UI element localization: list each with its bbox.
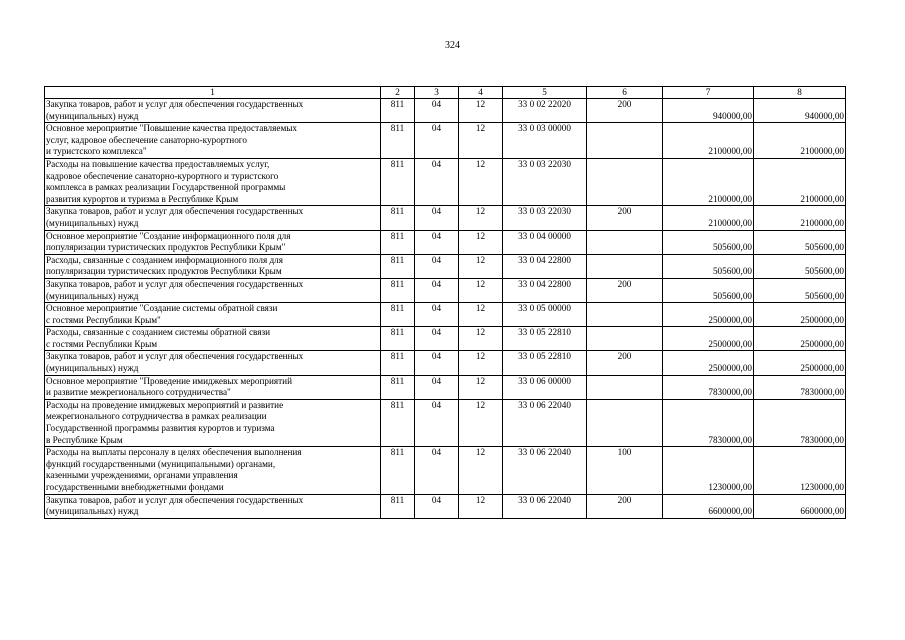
expense-type-cell: 200 <box>587 206 663 230</box>
amount-cell: 505600,00 <box>754 278 846 302</box>
code-cell: 811 <box>381 278 415 302</box>
subsection-cell: 12 <box>459 230 503 254</box>
item-name-line: (муниципальных) нужд <box>46 506 139 517</box>
item-name-line: Расходы на проведение имиджевых мероприятий и развитие <box>46 399 284 410</box>
amount-cell: 505600,00 <box>663 278 754 302</box>
item-name-line: Закупка товаров, работ и услуг для обеспечения государственных <box>46 351 304 362</box>
subsection-cell: 12 <box>459 99 503 123</box>
item-name-cell <box>45 351 381 375</box>
subsection-cell: 12 <box>459 158 503 205</box>
subsection-cell: 12 <box>459 494 503 518</box>
section-cell: 04 <box>415 230 459 254</box>
table-row <box>45 206 846 230</box>
header-cell-1: 1 <box>45 87 381 99</box>
item-name-line: межрегионального сотрудничества в рамках реализации <box>46 411 267 422</box>
amount-cell: 2100000,00 <box>754 158 846 205</box>
code-cell: 811 <box>381 254 415 278</box>
target-article-cell: 33 0 02 22020 <box>503 99 587 123</box>
item-name-cell <box>45 254 381 278</box>
amount-cell: 505600,00 <box>754 230 846 254</box>
expense-type-cell: 200 <box>587 278 663 302</box>
item-name-line: Закупка товаров, работ и услуг для обеспечения государственных <box>46 278 304 289</box>
amount-cell: 6600000,00 <box>754 494 846 518</box>
code-cell: 811 <box>381 206 415 230</box>
item-name-line: комплекса в рамках реализации Государственной программы <box>46 182 286 193</box>
target-article-cell: 33 0 04 22800 <box>503 278 587 302</box>
header-cell-7: 7 <box>663 87 754 99</box>
amount-cell: 2100000,00 <box>754 206 846 230</box>
amount-cell: 2500000,00 <box>754 351 846 375</box>
amount-cell: 2500000,00 <box>754 327 846 351</box>
section-cell: 04 <box>415 399 459 446</box>
amount-cell: 505600,00 <box>754 254 846 278</box>
item-name-line: функций государственными (муниципальными) органами, <box>46 458 276 469</box>
expense-type-cell: 200 <box>587 494 663 518</box>
item-name-cell <box>45 230 381 254</box>
amount-cell: 7830000,00 <box>663 375 754 399</box>
target-article-cell: 33 0 05 00000 <box>503 303 587 327</box>
amount-cell: 1230000,00 <box>663 447 754 494</box>
table-body <box>45 99 846 519</box>
item-name-cell <box>45 158 381 205</box>
item-name-line: кадровое обеспечение санаторно-курортного и туристского <box>46 170 279 181</box>
amount-cell: 2100000,00 <box>663 206 754 230</box>
item-name-line: Основное мероприятие "Повышение качества предоставляемых <box>46 123 298 134</box>
section-cell: 04 <box>415 278 459 302</box>
item-name-line: Расходы, связанные с созданием информационного поля для <box>46 254 283 265</box>
item-name-line: Основное мероприятие "Проведение имиджевых мероприятий <box>46 375 292 386</box>
expense-type-cell <box>587 123 663 159</box>
section-cell: 04 <box>415 158 459 205</box>
expense-type-cell <box>587 327 663 351</box>
code-cell: 811 <box>381 158 415 205</box>
header-cell-6: 6 <box>587 87 663 99</box>
item-name-cell <box>45 399 381 446</box>
item-name-line: Расходы на выплаты персоналу в целях обеспечения выполнения <box>46 447 302 458</box>
section-cell: 04 <box>415 206 459 230</box>
section-cell: 04 <box>415 327 459 351</box>
section-cell: 04 <box>415 375 459 399</box>
table-row <box>45 230 846 254</box>
subsection-cell: 12 <box>459 327 503 351</box>
item-name-line: (муниципальных) нужд <box>46 290 139 301</box>
code-cell: 811 <box>381 351 415 375</box>
target-article-cell: 33 0 03 00000 <box>503 123 587 159</box>
target-article-cell: 33 0 03 22030 <box>503 206 587 230</box>
item-name-line: (муниципальных) нужд <box>46 110 139 121</box>
code-cell: 811 <box>381 375 415 399</box>
item-name-line: Расходы, связанные с созданием системы обратной связи <box>46 327 271 338</box>
section-cell: 04 <box>415 447 459 494</box>
item-name-line: Государственной программы развития курортов и туризма <box>46 423 275 434</box>
item-name-cell <box>45 447 381 494</box>
item-name-line: и туристского комплекса" <box>46 146 147 157</box>
amount-cell: 2500000,00 <box>663 303 754 327</box>
subsection-cell: 12 <box>459 375 503 399</box>
expense-type-cell <box>587 254 663 278</box>
code-cell: 811 <box>381 399 415 446</box>
table-row <box>45 399 846 446</box>
item-name-line: в Республике Крым <box>46 434 123 445</box>
item-name-line: Расходы на повышение качества предоставляемых услуг, <box>46 158 270 169</box>
section-cell: 04 <box>415 494 459 518</box>
subsection-cell: 12 <box>459 447 503 494</box>
item-name-line: с гостями Республики Крым" <box>46 314 161 325</box>
amount-cell: 940000,00 <box>754 99 846 123</box>
target-article-cell: 33 0 06 22040 <box>503 399 587 446</box>
amount-cell: 7830000,00 <box>754 375 846 399</box>
amount-cell: 2500000,00 <box>754 303 846 327</box>
table-row <box>45 303 846 327</box>
section-cell: 04 <box>415 123 459 159</box>
expense-type-cell <box>587 375 663 399</box>
table-row <box>45 494 846 518</box>
item-name-cell <box>45 278 381 302</box>
subsection-cell: 12 <box>459 254 503 278</box>
header-cell-4: 4 <box>459 87 503 99</box>
amount-cell: 505600,00 <box>663 254 754 278</box>
item-name-line: Закупка товаров, работ и услуг для обеспечения государственных <box>46 206 304 217</box>
item-name-line: с гостями Республики Крым <box>46 338 158 349</box>
code-cell: 811 <box>381 447 415 494</box>
subsection-cell: 12 <box>459 351 503 375</box>
table-row <box>45 158 846 205</box>
header-cell-5: 5 <box>503 87 587 99</box>
code-cell: 811 <box>381 303 415 327</box>
target-article-cell: 33 0 04 22800 <box>503 254 587 278</box>
amount-cell: 940000,00 <box>663 99 754 123</box>
subsection-cell: 12 <box>459 206 503 230</box>
section-cell: 04 <box>415 99 459 123</box>
section-cell: 04 <box>415 254 459 278</box>
item-name-cell <box>45 375 381 399</box>
code-cell: 811 <box>381 327 415 351</box>
expense-type-cell <box>587 303 663 327</box>
expense-type-cell: 200 <box>587 351 663 375</box>
table-row <box>45 254 846 278</box>
header-cell-3: 3 <box>415 87 459 99</box>
table-row <box>45 447 846 494</box>
expense-type-cell <box>587 230 663 254</box>
amount-cell: 2500000,00 <box>663 327 754 351</box>
page-number: 324 <box>445 40 460 51</box>
code-cell: 811 <box>381 123 415 159</box>
item-name-line: и развитие межрегионального сотрудничества" <box>46 387 231 398</box>
table-row <box>45 375 846 399</box>
item-name-cell <box>45 123 381 159</box>
item-name-line: услуг, кадровое обеспечение санаторно-курортного <box>46 134 247 145</box>
code-cell: 811 <box>381 230 415 254</box>
item-name-line: Закупка товаров, работ и услуг для обеспечения государственных <box>46 494 304 505</box>
expense-type-cell: 100 <box>587 447 663 494</box>
subsection-cell: 12 <box>459 278 503 302</box>
expense-type-cell <box>587 399 663 446</box>
item-name-cell <box>45 303 381 327</box>
amount-cell: 2100000,00 <box>663 158 754 205</box>
target-article-cell: 33 0 05 22810 <box>503 327 587 351</box>
budget-table <box>44 86 846 519</box>
header-cell-2: 2 <box>381 87 415 99</box>
code-cell: 811 <box>381 494 415 518</box>
subsection-cell: 12 <box>459 303 503 327</box>
section-cell: 04 <box>415 303 459 327</box>
item-name-cell <box>45 327 381 351</box>
amount-cell: 1230000,00 <box>754 447 846 494</box>
amount-cell: 2100000,00 <box>663 123 754 159</box>
item-name-line: Закупка товаров, работ и услуг для обеспечения государственных <box>46 99 304 109</box>
code-cell: 811 <box>381 99 415 123</box>
item-name-line: (муниципальных) нужд <box>46 217 139 228</box>
expense-type-cell <box>587 158 663 205</box>
amount-cell: 7830000,00 <box>754 399 846 446</box>
item-name-cell <box>45 99 381 123</box>
item-name-cell <box>45 206 381 230</box>
header-cell-8: 8 <box>754 87 846 99</box>
amount-cell: 2100000,00 <box>754 123 846 159</box>
item-name-line: казенными учреждениями, органами управления <box>46 470 238 481</box>
item-name-cell <box>45 494 381 518</box>
section-cell: 04 <box>415 351 459 375</box>
amount-cell: 505600,00 <box>663 230 754 254</box>
item-name-line: популяризации туристических продуктов Республики Крым" <box>46 242 286 253</box>
item-name-line: популяризации туристических продуктов Республики Крым <box>46 266 282 277</box>
amount-cell: 7830000,00 <box>663 399 754 446</box>
item-name-line: государственными внебюджетными фондами <box>46 482 224 492</box>
subsection-cell: 12 <box>459 123 503 159</box>
amount-cell: 2500000,00 <box>663 351 754 375</box>
table-row <box>45 327 846 351</box>
table-row <box>45 99 846 123</box>
table-row <box>45 351 846 375</box>
expense-type-cell: 200 <box>587 99 663 123</box>
target-article-cell: 33 0 05 22810 <box>503 351 587 375</box>
item-name-line: Основное мероприятие "Создание информационного поля для <box>46 230 291 241</box>
target-article-cell: 33 0 06 22040 <box>503 494 587 518</box>
subsection-cell: 12 <box>459 399 503 446</box>
amount-cell: 6600000,00 <box>663 494 754 518</box>
target-article-cell: 33 0 04 00000 <box>503 230 587 254</box>
item-name-line: Основное мероприятие "Создание системы обратной связи <box>46 303 278 314</box>
table-row <box>45 123 846 159</box>
table-header-row <box>45 87 846 99</box>
target-article-cell: 33 0 06 00000 <box>503 375 587 399</box>
item-name-line: развития курортов и туризма в Республике Крым <box>46 193 239 204</box>
target-article-cell: 33 0 06 22040 <box>503 447 587 494</box>
item-name-line: (муниципальных) нужд <box>46 363 139 374</box>
table-row <box>45 278 846 302</box>
target-article-cell: 33 0 03 22030 <box>503 158 587 205</box>
